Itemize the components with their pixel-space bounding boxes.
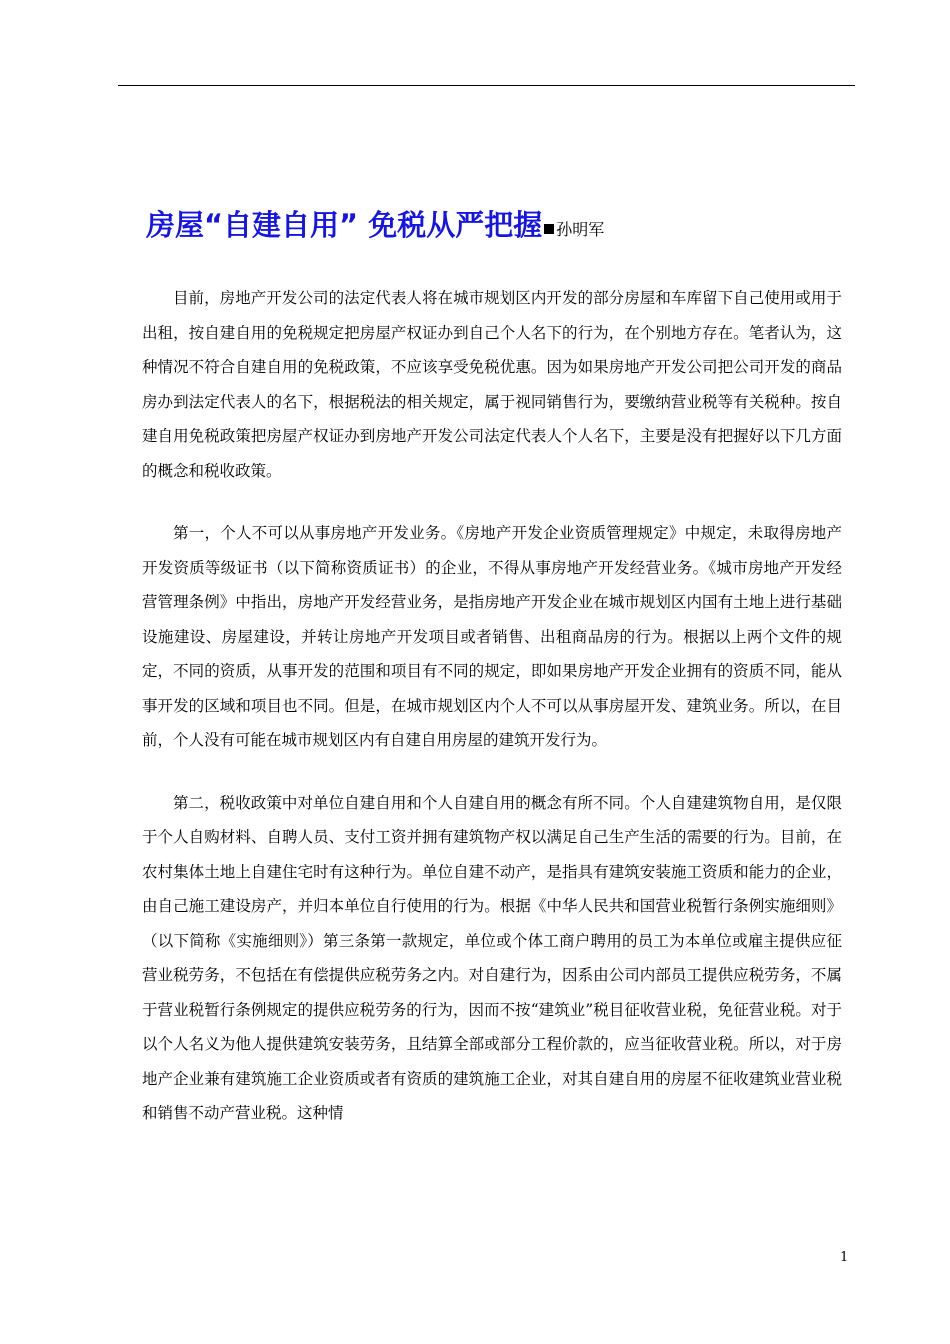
article-body bbox=[142, 281, 842, 1159]
header-rule bbox=[118, 85, 855, 86]
paragraph-first-point: 第一，个人不可以从事房地产开发业务。《房地产开发企业资质管理规定》中规定，未取得房地产开发资质等级证书（以下简称资质证书）的企业，不得从事房地产开发经营业务。《城市房地产开发经营管理条例》中指出，房地产开发经营业务，是指房地产开发企业在城市规划区内国有土地上进行基础设施建设、房屋建设，并转让房地产开发项目或者销售、出租商品房的行为。根据以上两个文件的规定，不同的资质，从事开发的范围和项目有不同的规定，即如果房地产开发企业拥有的资质不同，能从事开发的区域和项目也不同。但是，在城市规划区内个人不可以从事房屋开发、建筑业务。所以，在目前，个人没有可能在城市规划区内有自建自用房屋的建筑开发行为。 bbox=[142, 524, 842, 749]
article-title: 房屋“自建自用” 免税从严把握 bbox=[146, 208, 543, 242]
article-title-line bbox=[146, 200, 604, 255]
article-author: 孙明军 bbox=[556, 220, 605, 239]
page-number: 1 bbox=[840, 1250, 849, 1265]
paragraph-intro: 目前，房地产开发公司的法定代表人将在城市规划区内开发的部分房屋和车库留下自己使用或用于出租，按自建自用的免税规定把房屋产权证办到自己个人名下的行为，在个别地方存在。笔者认为，这种情况不符合自建自用的免税政策，不应该享受免税优惠。因为如果房地产开发公司把公司开发的商品房办到法定代表人的名下，根据税法的相关规定，属于视同销售行为，要缴纳营业税等有关税种。按自建自用免税政策把房屋产权证办到房地产开发公司法定代表人个人名下，主要是没有把握好以下几方面的概念和税收政策。 bbox=[142, 289, 842, 480]
black-square-icon bbox=[544, 224, 554, 234]
paragraph-second-point: 第二，税收政策中对单位自建自用和个人自建自用的概念有所不同。个人自建建筑物自用，是仅限于个人自购材料、自聘人员、支付工资并拥有建筑物产权以满足自己生产生活的需要的行为。目前，在农村集体土地上自建住宅时有这种行为。单位自建不动产，是指具有建筑安装施工资质和能力的企业，由自己施工建设房产，并归本单位自行使用的行为。根据《中华人民共和国营业税暂行条例实施细则》（以下简称《实施细则》）第三条第一款规定，单位或个体工商户聘用的员工为本单位或雇主提供应征营业税劳务，不包括在有偿提供应税劳务之内。对自建行为，因系由公司内部员工提供应税劳务，不属于营业税暂行条例规定的提供应税劳务的行为，因而不按“建筑业”税目征收营业税，免征营业税。对于以个人名义为他人提供建筑安装劳务，且结算全部或部分工程价款的，应当征收营业税。所以，对于房地产企业兼有建筑施工企业资质或者有资质的建筑施工企业，对其自建自用的房屋不征收建筑业营业税和销售不动产营业税。这种情 bbox=[142, 793, 842, 1122]
